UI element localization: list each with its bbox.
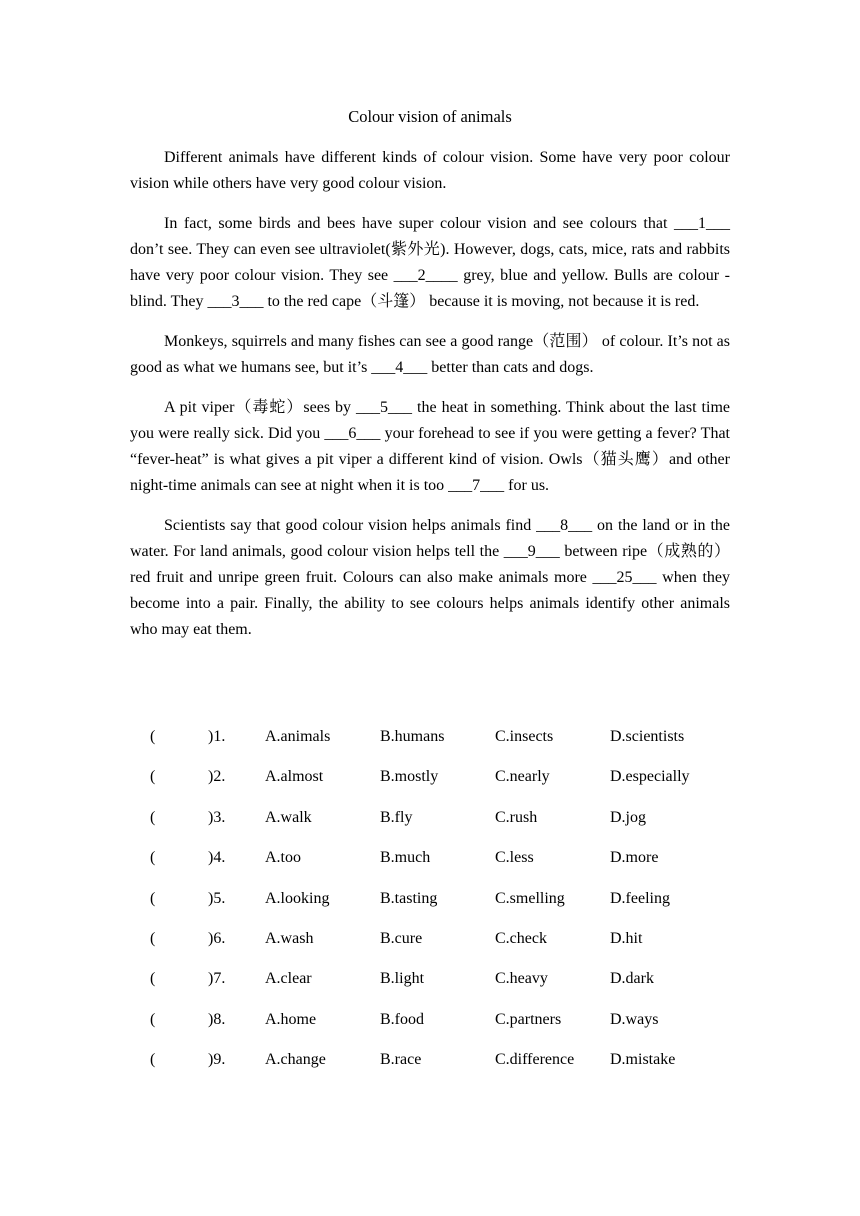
paragraph: A pit viper（毒蛇）sees by ___5___ the heat in something. Think about the last time you were really sick. Did you ___6___ your forehead to see if you were getting a fever? That “fever-heat” is what gives a pit viper a different kind of vision. Owls（猫头鹰）and other night-time animals can see at night when it is too ___7___ for us.: [130, 399, 730, 494]
answer-blank: (: [150, 1051, 156, 1069]
question-row: [130, 1047, 730, 1087]
document-title: Colour vision of animals: [348, 107, 512, 126]
option-d: D.hit: [610, 929, 643, 947]
option-d: D.especially: [610, 768, 690, 786]
option-d: D.jog: [610, 808, 646, 826]
answer-blank: (: [150, 929, 156, 947]
option-b: B.food: [380, 1010, 424, 1028]
option-c: C.check: [495, 929, 547, 947]
question-row: [130, 966, 730, 1006]
question-row: [130, 1007, 730, 1047]
question-number: )3.: [208, 808, 226, 826]
option-b: B.humans: [380, 728, 445, 745]
paragraph: In fact, some birds and bees have super colour vision and see colours that ___1___ don’t see. They can even see ultraviolet(紫外光). However, dogs, cats, mice, rats and rabbits have very poor colour vision. They see ___2____ grey, blue and yellow. Bulls are colour -blind. They ___3___ to the red cape（斗篷） because it is moving, not because it is red.: [130, 215, 730, 310]
question-row: [130, 724, 730, 764]
option-c: C.nearly: [495, 768, 550, 786]
option-c: C.difference: [495, 1051, 575, 1069]
option-c: C.less: [495, 849, 534, 867]
option-c: C.rush: [495, 808, 538, 826]
question-number: )5.: [208, 889, 226, 907]
question-number: )7.: [208, 970, 226, 988]
question-row: [130, 926, 730, 966]
option-c: C.heavy: [495, 970, 548, 988]
passage: [130, 145, 730, 657]
option-b: B.cure: [380, 929, 423, 947]
question-row: [130, 886, 730, 926]
option-b: B.light: [380, 970, 425, 988]
option-d: D.dark: [610, 970, 654, 988]
option-d: D.more: [610, 849, 659, 867]
option-a: A.too: [265, 849, 301, 867]
option-d: D.feeling: [610, 889, 670, 907]
option-a: A.almost: [265, 768, 324, 786]
option-d: D.mistake: [610, 1051, 676, 1069]
option-b: B.tasting: [380, 889, 438, 907]
option-b: B.race: [380, 1051, 422, 1069]
option-a: A.looking: [265, 889, 330, 907]
paragraph: Monkeys, squirrels and many fishes can see a good range（范围） of colour. It’s not as good as what we humans see, but it’s ___4___ better than cats and dogs.: [130, 333, 730, 376]
question-number: )1.: [208, 728, 226, 745]
option-c: C.smelling: [495, 889, 565, 907]
option-b: B.much: [380, 849, 431, 867]
answer-blank: (: [150, 970, 156, 988]
option-a: A.animals: [265, 728, 331, 745]
option-d: D.ways: [610, 1010, 659, 1028]
question-number: )8.: [208, 1010, 226, 1028]
question-row: [130, 845, 730, 885]
option-a: A.change: [265, 1051, 326, 1069]
question-row: [130, 764, 730, 804]
answer-blank: (: [150, 808, 156, 826]
option-a: A.clear: [265, 970, 312, 988]
option-b: B.mostly: [380, 768, 439, 786]
question-number: )2.: [208, 768, 226, 786]
answer-blank: (: [150, 889, 156, 907]
answer-blank: (: [150, 1010, 156, 1028]
question-number: )4.: [208, 849, 226, 867]
answer-blank: (: [150, 728, 156, 745]
answer-blank: (: [150, 768, 156, 786]
answer-blank: (: [150, 849, 156, 867]
question-number: )6.: [208, 929, 226, 947]
option-a: A.home: [265, 1010, 317, 1028]
option-b: B.fly: [380, 808, 413, 826]
question-number: )9.: [208, 1051, 226, 1069]
question-list: [130, 724, 730, 1088]
option-d: D.scientists: [610, 728, 685, 745]
option-a: A.wash: [265, 929, 314, 947]
option-c: C.partners: [495, 1010, 562, 1028]
paragraph: Different animals have different kinds of colour vision. Some have very poor colour vision while others have very good colour vision.: [130, 149, 730, 192]
question-row: [130, 805, 730, 845]
option-c: C.insects: [495, 728, 554, 745]
option-a: A.walk: [265, 808, 312, 826]
paragraph: Scientists say that good colour vision helps animals find ___8___ on the land or in the water. For land animals, good colour vision helps tell the ___9___ between ripe（成熟的）red fruit and unripe green fruit. Colours can also make animals more ___25___ when they become into a pair. Finally, the ability to see colours helps animals identify other animals who may eat them.: [130, 517, 730, 638]
